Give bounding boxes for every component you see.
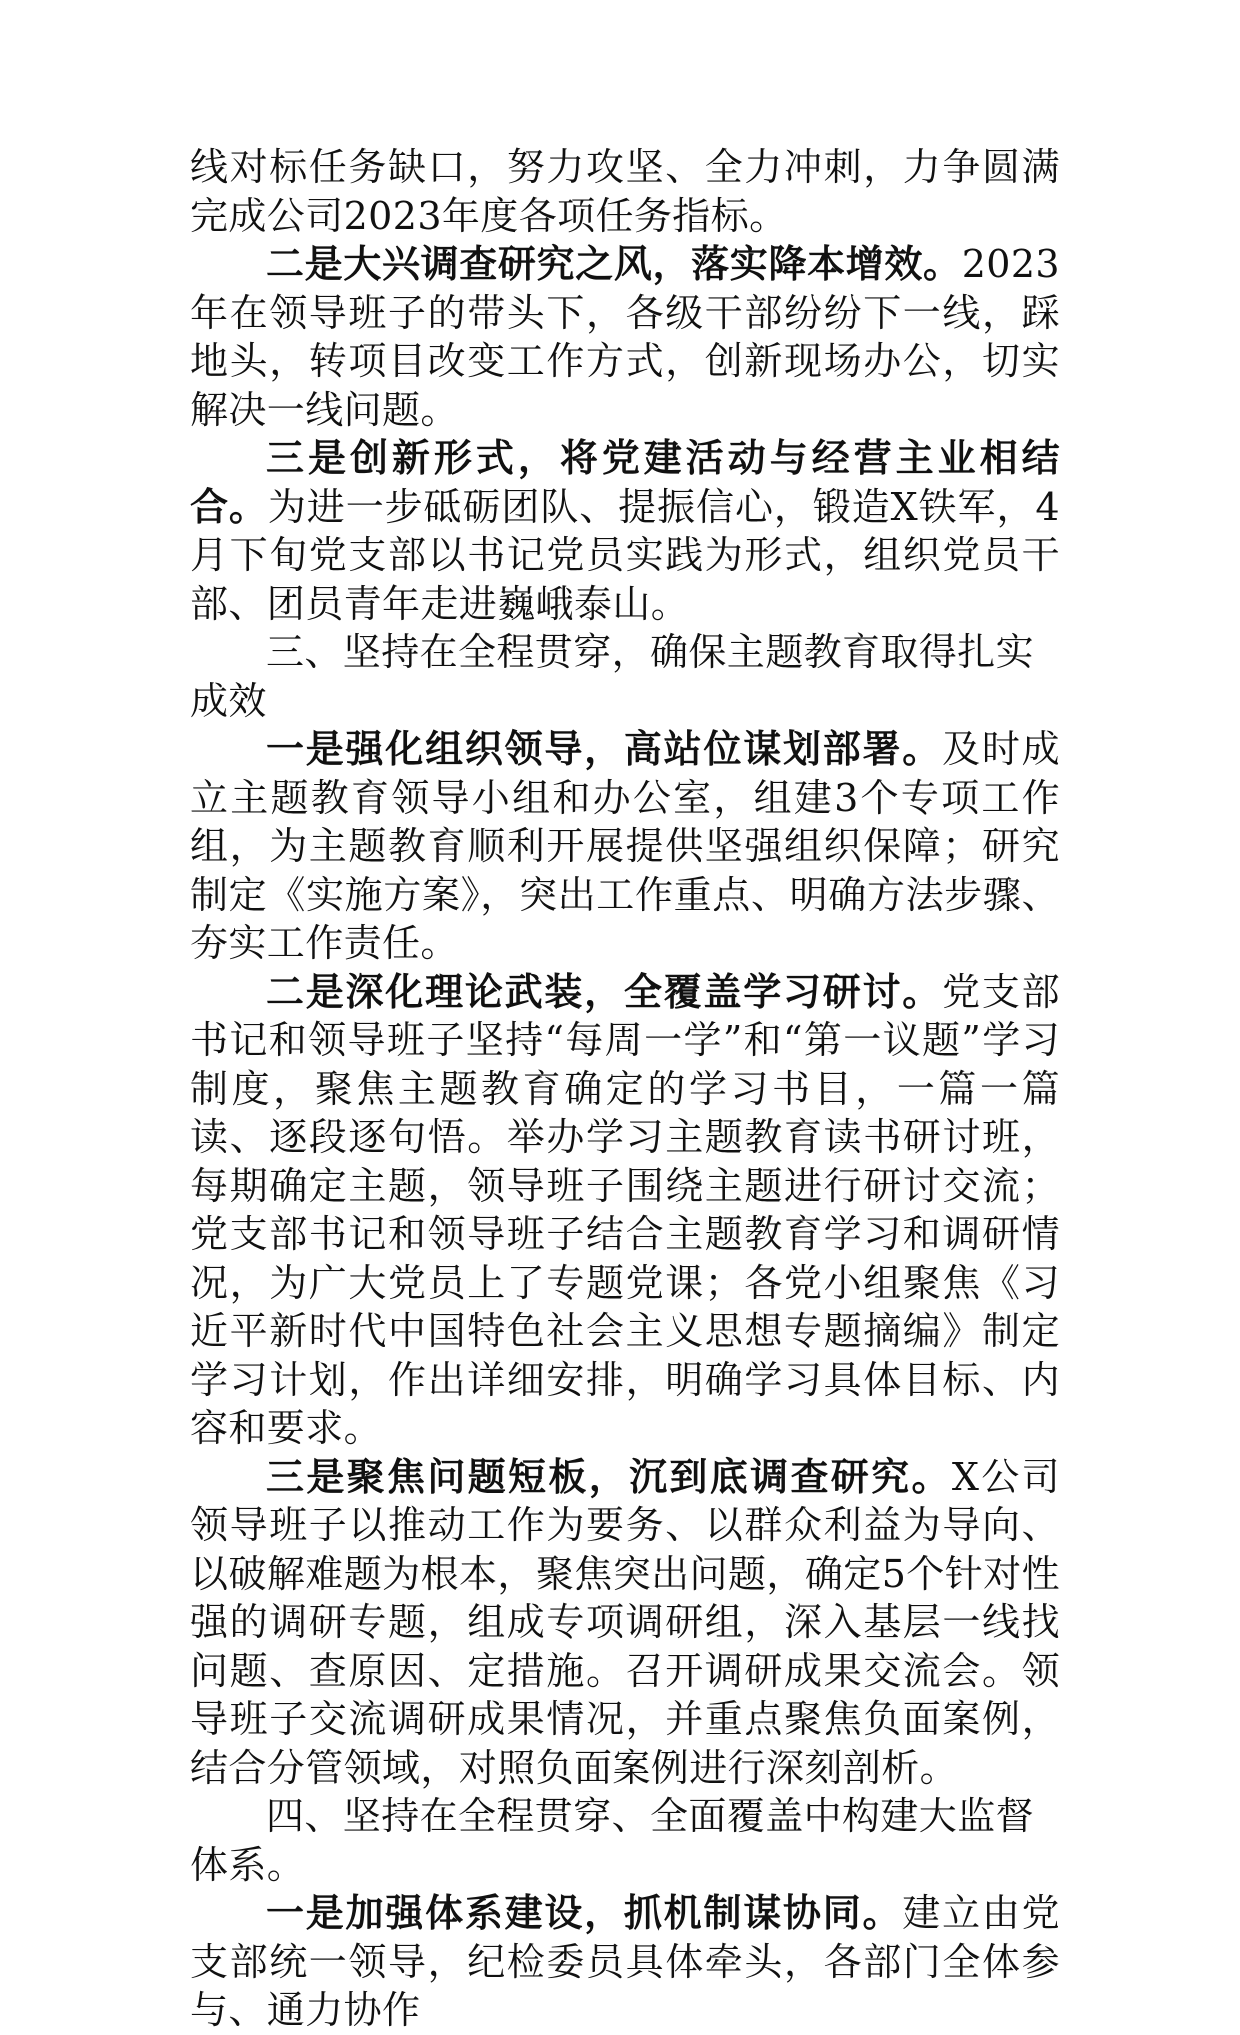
section-heading: 三、坚持在全程贯穿，确保主题教育取得扎实成效 [190,630,1035,723]
paragraph-text: 党支部书记和领导班子坚持“每周一学”和“第一议题”学习制度，聚焦主题教育确定的学习书目，一篇一篇读、逐段逐句悟。举办学习主题教育读书研讨班，每期确定主题，领导班子围绕主题进行研讨交流；党支部书记和领导班子结合主题教育学习和调研情况，为广大党员上了专题党课；各党小组聚焦《习近平新时代中国特色社会主义思想专题摘编》制定学习计划，作出详细安排，明确学习具体目标、内容和要求。 [190,969,1060,1450]
paragraph-text: 2023年在领导班子的带头下，各级干部纷纷下一线，踩地头，转项目改变工作方式，创新现场办公，切实解决一线问题。 [190,242,1060,432]
paragraph-lead: 三是创新形式，将党建活动与经营主业相结合。 [190,436,1060,529]
paragraph-item [190,240,1060,434]
paragraph-lead: 二是深化理论武装，全覆盖学习研讨。 [266,969,943,1014]
paragraph-item [190,434,1060,628]
paragraph-text: 为进一步砥砺团队、提振信心，锻造X铁军，4月下旬党支部以书记党员实践为形式，组织党员干部、团员青年走进巍峨泰山。 [190,484,1060,626]
paragraph-text: 及时成立主题教育领导小组和办公室，组建3个专项工作组，为主题教育顺利开展提供坚强组织保障；研究制定《实施方案》，突出工作重点、明确方法步骤、夯实工作责任。 [190,727,1060,965]
paragraph-continuation [190,143,1060,240]
paragraph-item [190,725,1060,968]
paragraph-text: X公司领导班子以推动工作为要务、以群众利益为导向、以破解难题为根本，聚焦突出问题，确定5个针对性强的调研专题，组成专项调研组，深入基层一线找问题、查原因、定措施。召开调研成果交流会。领导班子交流调研成果情况，并重点聚焦负面案例，结合分管领域，对照负面案例进行深刻剖析。 [190,1454,1060,1790]
paragraph-lead: 一是强化组织领导，高站位谋划部署。 [266,727,943,771]
paragraph-item [190,1453,1060,1793]
paragraph-text: 建立由党支部统一领导，纪检委员具体牵头，各部门全体参与、通力协作 [190,1891,1061,2032]
section-heading: 四、坚持在全程贯穿、全面覆盖中构建大监督体系。 [190,1794,1035,1887]
paragraph-item [190,1889,1060,2035]
paragraph-lead: 一是加强体系建设，抓机制谋协同。 [266,1891,903,1935]
document-page [190,143,1060,2035]
paragraph-lead: 二是大兴调查研究之风，落实降本增效。 [266,242,962,286]
paragraph-text: 线对标任务缺口，努力攻坚、全力冲刺，力争圆满完成公司2023年度各项任务指标。 [190,145,1060,238]
paragraph-lead: 三是聚焦问题短板，沉到底调查研究。 [266,1454,952,1499]
paragraph-item [190,968,1060,1453]
